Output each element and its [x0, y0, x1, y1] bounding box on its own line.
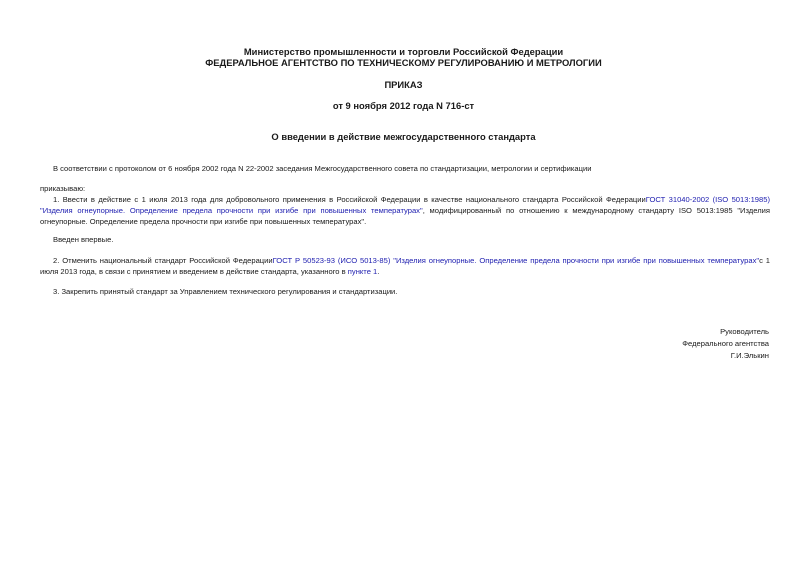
- first-time-note: Введен впервые.: [53, 235, 114, 244]
- signature-block: [609, 326, 769, 362]
- gost-31040-link[interactable]: ГОСТ 31040-2002 (ISO 5013:1985) "Изделия огнеупорные. Определение предела прочности при изгибе при повышенных температурах": [40, 195, 771, 215]
- item-2-mid: с 1 июля 2013 года, в связи с принятием и введением в действие стандарта, указанного в: [40, 256, 770, 276]
- item-2-end: .: [377, 267, 380, 276]
- item-1-reference-link[interactable]: пункте 1: [347, 267, 378, 276]
- item-3-paragraph: 3. Закрепить принятый стандарт за Управлением технического регулирования и стандартизации.: [53, 287, 398, 296]
- doc-type: ПРИКАЗ: [384, 79, 423, 90]
- signature-org: Федерального агентства: [682, 339, 769, 348]
- item-1-prefix: 1. Ввести в действие с 1 июля 2013 года для добровольного применения в Российской Федерации в качестве национального стандарта Российской Федерации: [53, 195, 646, 204]
- signature-role: Руководитель: [720, 327, 769, 336]
- item-2-paragraph: [40, 255, 770, 277]
- intro-paragraph: В соответствии с протоколом от 6 ноября 2002 года N 22-2002 заседания Межгосударственного совета по стандартизации, метрологии и сертификации: [53, 164, 592, 173]
- order-word: приказываю:: [40, 184, 86, 193]
- page-title: О введении в действие межгосударственного стандарта: [271, 131, 536, 142]
- date-number: от 9 ноября 2012 года N 716-ст: [332, 100, 475, 111]
- signature-name: Г.И.Элькин: [730, 351, 769, 360]
- ministry-line: Министерство промышленности и торговли Российской Федерации: [243, 46, 564, 57]
- gost-r-50523-link[interactable]: ГОСТ Р 50523-93 (ИСО 5013-85) "Изделия огнеупорные. Определение предела прочности при изгибе при повышенных температурах": [272, 256, 760, 265]
- agency-line: ФЕДЕРАЛЬНОЕ АГЕНТСТВО ПО ТЕХНИЧЕСКОМУ РЕГУЛИРОВАНИЮ И МЕТРОЛОГИИ: [205, 57, 602, 68]
- item-2-prefix: 2. Отменить национальный стандарт Российской Федерации: [53, 256, 273, 265]
- item-1-paragraph: [40, 194, 770, 227]
- item-1-suffix: , модифицированный по отношению к международному стандарту ISO 5013:1985 "Изделия огнеупорные. Определение предела прочности при изгибе при повышенных температурах".: [40, 206, 770, 226]
